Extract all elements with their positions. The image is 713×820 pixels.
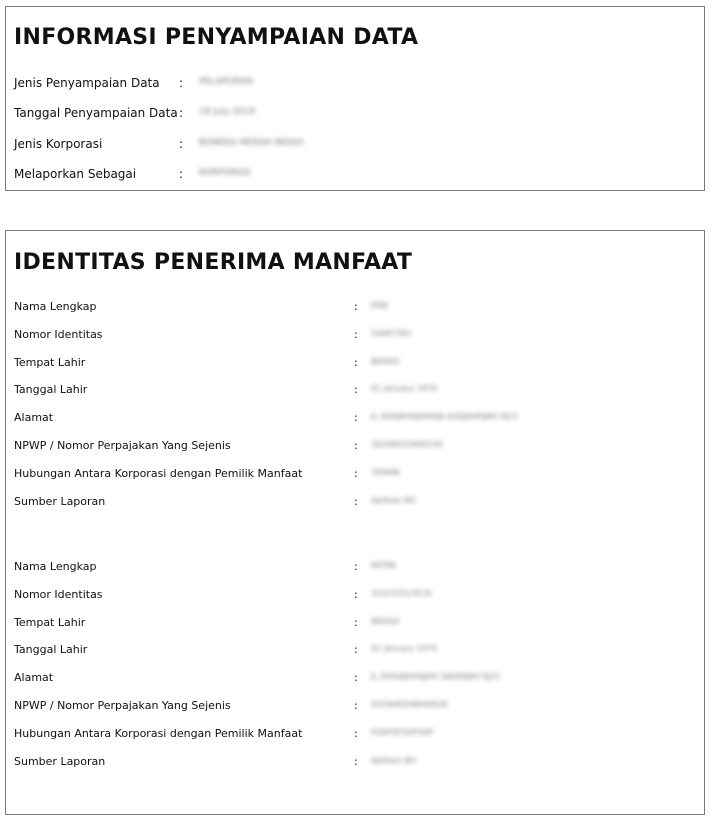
- field-label: Sumber Laporan: [14, 495, 106, 508]
- field-separator: :: [354, 699, 358, 712]
- field-row: [6, 699, 704, 719]
- field-separator: :: [354, 300, 358, 313]
- field-separator: :: [354, 616, 358, 629]
- field-value-redacted: BEKASI: [371, 617, 400, 626]
- field-value-redacted: BEKASI: [371, 357, 400, 366]
- field-label: Nama Lengkap: [14, 300, 97, 313]
- field-row: [6, 616, 704, 636]
- field-value-redacted: KORPORASI: [199, 168, 251, 178]
- informasi-title: INFORMASI PENYAMPAIAN DATA: [14, 25, 419, 50]
- field-label: Hubungan Antara Korporasi dengan Pemilik Manfaat: [14, 727, 303, 740]
- field-value-redacted: FDSFDFSDFSDF: [371, 728, 434, 737]
- field-value-redacted: Aplikasi BO: [371, 756, 416, 765]
- field-label: NPWP / Nomor Perpajakan Yang Sejenis: [14, 439, 231, 452]
- field-label: Hubungan Antara Korporasi dengan Pemilik Manfaat: [14, 467, 303, 480]
- field-value-redacted: 01 January 1970: [371, 644, 437, 653]
- field-row: [6, 643, 704, 663]
- field-value-redacted: 18 July 2019: [199, 107, 256, 117]
- field-value-redacted: Aplikasi BO: [371, 496, 416, 505]
- field-label: NPWP / Nomor Perpajakan Yang Sejenis: [14, 699, 231, 712]
- field-label: Nama Lengkap: [14, 560, 97, 573]
- field-label: Alamat: [14, 671, 54, 684]
- field-row: [6, 560, 704, 580]
- field-row: [6, 588, 704, 608]
- field-row: [6, 356, 704, 376]
- field-label: Nomor Identitas: [14, 588, 103, 601]
- field-separator: :: [354, 411, 358, 424]
- field-separator: :: [354, 495, 358, 508]
- field-value-redacted: 3424893284923H: [371, 440, 444, 449]
- field-row: [6, 76, 704, 96]
- field-label: Tanggal Penyampaian Data: [14, 106, 178, 120]
- field-row: [6, 137, 704, 157]
- field-row: [6, 671, 704, 691]
- field-row: [6, 106, 704, 126]
- field-value-redacted: MITRA: [371, 561, 396, 570]
- field-row: [6, 755, 704, 775]
- field-row: [6, 467, 704, 487]
- field-value-redacted: 01 January 1970: [371, 384, 437, 393]
- field-separator: :: [354, 467, 358, 480]
- field-row: [6, 167, 704, 187]
- field-label: Tanggal Lahir: [14, 383, 88, 396]
- field-row: [6, 328, 704, 348]
- field-value-redacted: 323232523535: [371, 589, 433, 598]
- field-label: Tanggal Lahir: [14, 643, 88, 656]
- field-separator: :: [354, 560, 358, 573]
- field-separator: :: [354, 588, 358, 601]
- field-separator: :: [179, 106, 184, 120]
- field-row: [6, 411, 704, 431]
- field-value-redacted: JL DHSAJDHAJDH SAJHDJAH DJ21: [371, 672, 501, 681]
- field-value-redacted: PELAPORAN: [199, 77, 253, 87]
- field-separator: :: [354, 439, 358, 452]
- field-separator: :: [354, 727, 358, 740]
- field-label: Jenis Korporasi: [14, 137, 103, 151]
- field-value-redacted: JL ASDJAHDJAHDJA ASDJAHDJAH DJ21: [371, 412, 519, 421]
- field-label: Tempat Lahir: [14, 356, 86, 369]
- field-label: Tempat Lahir: [14, 616, 86, 629]
- field-separator: :: [179, 137, 184, 151]
- field-value-redacted: 432948209849928: [371, 700, 448, 709]
- field-label: Sumber Laporan: [14, 755, 106, 768]
- identitas-penerima-manfaat-panel: [5, 230, 705, 815]
- identitas-title: IDENTITAS PENERIMA MANFAAT: [14, 250, 413, 275]
- field-row: [6, 383, 704, 403]
- field-label: Jenis Penyampaian Data: [14, 76, 160, 90]
- field-row: [6, 439, 704, 459]
- field-label: Alamat: [14, 411, 54, 424]
- field-separator: :: [354, 356, 358, 369]
- field-separator: :: [354, 328, 358, 341]
- field-value-redacted: 54467362: [371, 329, 412, 338]
- field-label: Nomor Identitas: [14, 328, 103, 341]
- field-separator: :: [179, 76, 184, 90]
- field-separator: :: [179, 167, 184, 181]
- field-row: [6, 727, 704, 747]
- field-row: [6, 495, 704, 515]
- field-value-redacted: BONEKA MERAH INDAH: [199, 138, 304, 148]
- field-row: [6, 300, 704, 320]
- field-separator: :: [354, 755, 358, 768]
- field-label: Melaporkan Sebagai: [14, 167, 137, 181]
- field-separator: :: [354, 383, 358, 396]
- field-separator: :: [354, 643, 358, 656]
- informasi-penyampaian-data-panel: [5, 6, 705, 191]
- field-separator: :: [354, 671, 358, 684]
- field-value-redacted: DINI: [371, 301, 388, 310]
- field-value-redacted: TEMAN: [371, 468, 400, 477]
